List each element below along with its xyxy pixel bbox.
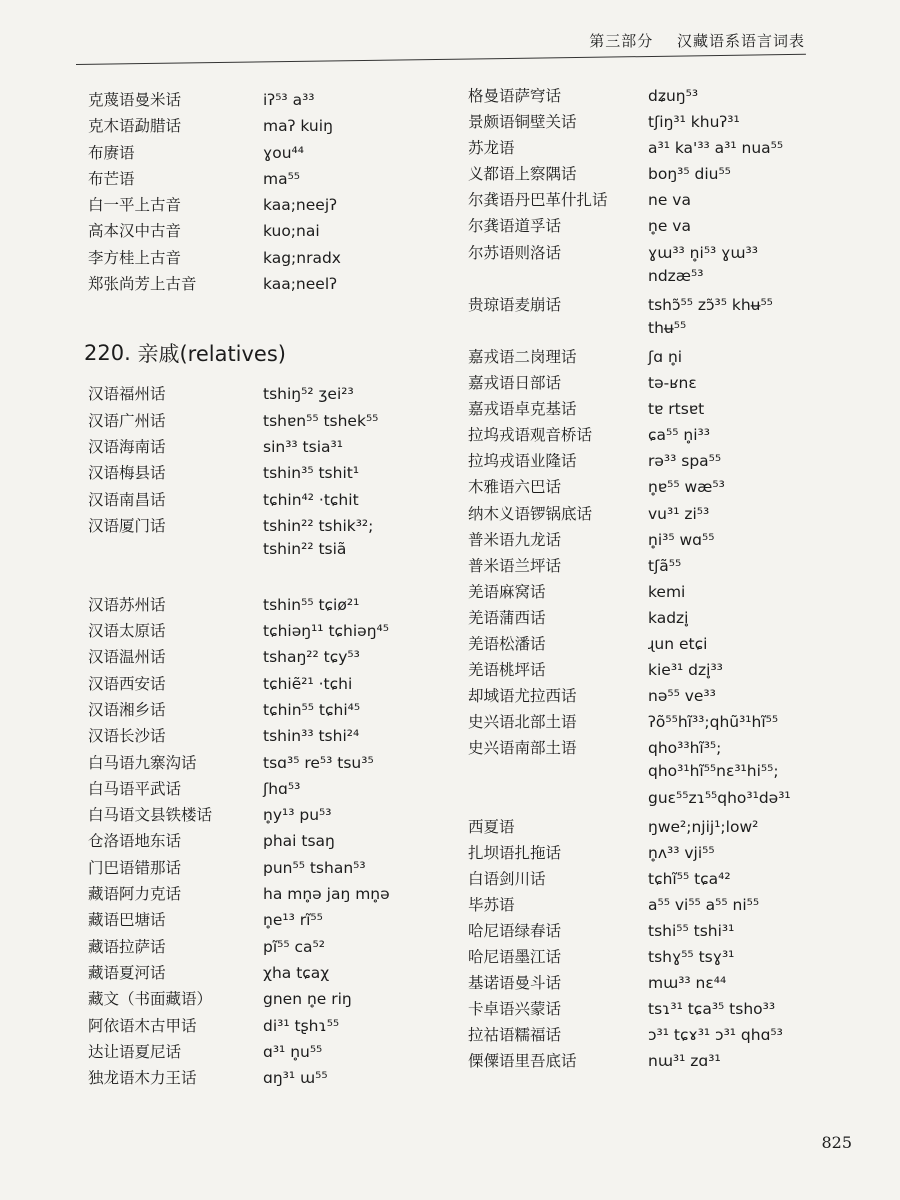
entry-row	[468, 815, 868, 841]
entry-row	[468, 893, 868, 919]
word-form: sin³³ tsia³¹	[263, 437, 343, 456]
word-form: ɣou⁴⁴	[263, 143, 304, 162]
entry-row	[88, 698, 458, 724]
entry-row	[88, 777, 458, 803]
entry-row	[88, 803, 458, 829]
word-form: ɔ³¹ tɕɤ³¹ ɔ³¹ qhɑ⁵³	[648, 1026, 783, 1045]
language-name: 嘉戎语日部话	[468, 374, 562, 393]
word-form: n̥ʌ³³ vji⁵⁵	[648, 843, 715, 862]
word-form: tshi⁵⁵ tshi³¹	[648, 922, 735, 940]
entry-row	[468, 397, 868, 423]
language-name: 拉祜语糯福话	[468, 1026, 562, 1045]
word-form: tshaŋ²² tɕy⁵³	[263, 648, 360, 667]
entry-row	[88, 619, 458, 645]
entry-row	[88, 935, 458, 961]
entry-row	[468, 580, 868, 606]
entry-row	[468, 684, 868, 710]
language-name: 羌语桃坪话	[468, 661, 546, 680]
word-form: tshin²² tshik³²;	[263, 516, 374, 535]
entry-row	[88, 593, 458, 619]
entry-row	[88, 1040, 458, 1066]
language-name: 李方桂上古音	[88, 248, 182, 267]
language-name: 白马语九寨沟话	[88, 753, 197, 772]
header-title: 汉藏语系语言词表	[676, 32, 805, 50]
entry-row	[88, 1014, 458, 1040]
entry-row	[468, 371, 868, 397]
entry-row	[468, 136, 868, 162]
entry-row	[468, 997, 868, 1023]
section-heading	[84, 324, 458, 382]
entry-row	[88, 88, 458, 114]
language-name: 羌语蒲西话	[468, 608, 546, 627]
entry-row	[88, 829, 458, 855]
language-name: 汉语广州话	[88, 411, 166, 430]
language-name: 毕苏语	[468, 895, 515, 914]
word-form: tɕhiəŋ¹¹ tɕhiəŋ⁴⁵	[263, 622, 389, 641]
language-name: 白马语平武话	[88, 779, 182, 798]
word-form: ɑŋ³¹ ɯ⁵⁵	[263, 1069, 328, 1088]
header-part: 第三部分	[589, 32, 654, 50]
language-name: 义都语上察隅话	[468, 165, 577, 184]
word-form: guɛ⁵⁵zɿ⁵⁵qho³¹də³¹	[648, 788, 791, 807]
entry-row	[88, 961, 458, 987]
left-column	[84, 88, 458, 1092]
language-name: 门巴语错那话	[88, 858, 182, 877]
language-name: 高本汉中古音	[88, 222, 182, 241]
entry-row	[468, 867, 868, 893]
language-name: 汉语海南话	[88, 437, 166, 456]
entry-row	[88, 856, 458, 882]
entry-row	[88, 382, 458, 408]
language-name: 史兴语北部土语	[468, 713, 577, 732]
word-form: n̥e va	[648, 217, 691, 236]
word-form: n̥y¹³ pu⁵³	[263, 806, 332, 825]
word-form: kuo;nai	[263, 222, 320, 241]
entry-row	[468, 606, 868, 632]
word-form: qho³¹hĩ⁵⁵nɛ³¹hi⁵⁵;	[648, 762, 779, 781]
language-name: 汉语苏州话	[88, 595, 166, 614]
left-top-entries	[88, 88, 458, 298]
language-name: 藏语阿力克话	[88, 885, 182, 904]
language-name: 扎坝语扎拖话	[468, 843, 562, 862]
language-name: 羌语麻窝话	[468, 582, 546, 601]
language-name: 汉语南昌话	[88, 490, 166, 509]
language-name: 贵琼语麦崩话	[468, 295, 562, 314]
header-rule	[76, 54, 806, 65]
entry-row	[468, 710, 868, 736]
entry-row	[468, 162, 868, 188]
word-form: kaa;neejʔ	[263, 196, 338, 215]
entry-row	[88, 751, 458, 777]
word-form: maʔ kuiŋ	[263, 117, 333, 136]
word-form: gnen n̥e riŋ	[263, 990, 352, 1009]
word-form: tʃã⁵⁵	[648, 556, 682, 575]
language-name: 藏语夏河话	[88, 963, 166, 982]
language-name: 却域语尤拉西话	[468, 687, 577, 706]
word-form: pĩ⁵⁵ ca⁵²	[263, 937, 325, 956]
language-name: 哈尼语绿春话	[468, 922, 562, 940]
entry-row	[468, 528, 868, 554]
entry-row	[468, 449, 868, 475]
language-name: 达让语夏尼话	[88, 1042, 182, 1061]
language-name: 尔龚语丹巴革什扎话	[468, 191, 608, 210]
word-form: mɯ³³ nɛ⁴⁴	[648, 974, 727, 993]
word-form: tshɔ̃⁵⁵ zɔ̃³⁵ khʉ⁵⁵	[648, 295, 773, 314]
language-name: 汉语太原话	[88, 622, 166, 641]
language-name: 汉语厦门话	[88, 516, 166, 535]
left-main-entries	[88, 382, 458, 1092]
language-name: 景颇语铜壁关话	[468, 113, 577, 132]
entry-row	[468, 632, 868, 658]
language-name: 拉坞戎语观音桥话	[468, 426, 593, 445]
language-name: 汉语福州话	[88, 385, 166, 404]
word-form: χha tɕaχ	[263, 963, 330, 982]
language-name: 藏语巴塘话	[88, 911, 166, 930]
word-form: tshin²² tsiã	[263, 540, 347, 559]
entry-row	[88, 672, 458, 698]
entry-row	[88, 461, 458, 487]
language-name: 汉语西安话	[88, 674, 166, 693]
word-form: ʃɑ n̥i	[648, 347, 683, 366]
language-name: 基诺语曼斗话	[468, 974, 562, 993]
word-form: tɕhĩ⁵⁵ tɕa⁴²	[648, 869, 731, 888]
word-form: tshin⁵⁵ tɕiø²¹	[263, 595, 360, 614]
entry-row	[468, 554, 868, 580]
word-form: tɕhin⁴² ·tɕhit	[263, 490, 359, 509]
language-name: 普米语兰坪话	[468, 556, 562, 575]
word-form: ʃhɑ⁵³	[263, 779, 301, 798]
language-name: 卡卓语兴蒙话	[468, 1000, 562, 1019]
word-form: ŋwe²;njij¹;low²	[648, 817, 759, 836]
word-form: nə⁵⁵ ve³³	[648, 687, 716, 706]
language-name: 仓洛语地东话	[88, 832, 182, 851]
language-name: 克蔑语曼米话	[88, 91, 182, 109]
section-number: 220.	[84, 341, 131, 366]
word-form: tshiŋ⁵² ʒei²³	[263, 385, 354, 404]
word-form: iʔ⁵³ a³³	[263, 91, 315, 109]
entry-row	[468, 919, 868, 945]
entry-row	[88, 141, 458, 167]
entry-row	[88, 987, 458, 1013]
word-form: n̥e¹³ rĩ⁵⁵	[263, 911, 323, 930]
word-form: ɻun etɕi	[648, 634, 708, 653]
language-name: 史兴语南部土语	[468, 739, 577, 758]
entry-row	[468, 214, 868, 240]
language-name: 普米语九龙话	[468, 530, 562, 549]
language-name: 独龙语木力王话	[88, 1069, 197, 1088]
word-form: tsɿ³¹ tɕa³⁵ tsho³³	[648, 1000, 776, 1019]
word-form: vu³¹ zi⁵³	[648, 504, 710, 523]
entry-row	[468, 345, 868, 371]
entry-row	[468, 789, 868, 815]
entry-row	[88, 566, 458, 592]
language-name: 布芒语	[88, 169, 135, 188]
language-name: 嘉戎语二岗理话	[468, 347, 577, 366]
language-name: 汉语长沙话	[88, 727, 166, 746]
word-form: kag;nradx	[263, 248, 341, 267]
right-column	[468, 84, 868, 1076]
entry-row	[468, 971, 868, 997]
word-form: ɕa⁵⁵ n̥i³³	[648, 426, 710, 445]
entry-row	[468, 267, 868, 293]
language-name: 嘉戎语卓克基话	[468, 400, 577, 419]
word-form: kaa;neelʔ	[263, 275, 338, 294]
entry-row	[88, 514, 458, 540]
language-name: 布赓语	[88, 143, 135, 162]
language-name: 郑张尚芳上古音	[88, 275, 197, 294]
entry-row	[468, 475, 868, 501]
entry-row	[88, 114, 458, 140]
word-form: boŋ³⁵ diu⁵⁵	[648, 165, 731, 184]
language-name: 白一平上古音	[88, 196, 182, 215]
word-form: tɐ rtsɐt	[648, 400, 705, 419]
word-form: tshɣ⁵⁵ tsɣ³¹	[648, 948, 735, 967]
word-form: ɑ³¹ n̥u⁵⁵	[263, 1042, 323, 1061]
language-name: 白马语文县铁楼话	[88, 806, 213, 825]
language-name: 木雅语六巴话	[468, 478, 562, 497]
language-name: 藏语拉萨话	[88, 937, 166, 956]
language-name: 藏文（书面藏语）	[88, 990, 213, 1009]
word-form: ndzæ⁵³	[648, 266, 704, 285]
word-form: tɕhin⁵⁵ tɕhi⁴⁵	[263, 700, 361, 719]
entry-row	[88, 246, 458, 272]
entry-row	[88, 219, 458, 245]
word-form: ʔõ⁵⁵hĩ³³;qhũ³¹hĩ⁵⁵	[648, 713, 779, 732]
word-form: kadzi̥	[648, 608, 689, 627]
entry-row	[88, 272, 458, 298]
word-form: dʑuŋ⁵³	[648, 87, 699, 105]
entry-row	[88, 488, 458, 514]
section-gap	[88, 298, 458, 324]
entry-row	[468, 293, 868, 319]
entry-row	[468, 319, 868, 345]
word-form: tə-ʁnɛ	[648, 374, 697, 393]
entry-row	[468, 188, 868, 214]
right-entries	[468, 84, 868, 1076]
word-form: ma⁵⁵	[263, 169, 301, 188]
language-name: 格曼语萨穹话	[468, 87, 562, 105]
word-form: qho³³hĩ³⁵;	[648, 739, 722, 758]
entry-row	[88, 435, 458, 461]
language-name: 拉坞戎语业隆话	[468, 452, 577, 471]
entry-row	[88, 645, 458, 671]
entry-row	[468, 1023, 868, 1049]
word-form: tsɑ³⁵ re⁵³ tsu³⁵	[263, 753, 374, 772]
word-form: a⁵⁵ vi⁵⁵ a⁵⁵ ni⁵⁵	[648, 895, 760, 914]
word-form: tshɐn⁵⁵ tshek⁵⁵	[263, 411, 379, 430]
word-form: kie³¹ dzi̥³³	[648, 661, 723, 680]
language-name: 苏龙语	[468, 139, 515, 158]
entry-row	[88, 882, 458, 908]
entry-row	[88, 409, 458, 435]
word-form: n̥ɐ⁵⁵ wæ⁵³	[648, 478, 725, 497]
entry-row	[468, 736, 868, 762]
language-name: 纳木义语锣锅底话	[468, 504, 593, 523]
language-name: 白语剑川话	[468, 869, 546, 888]
entry-row	[468, 110, 868, 136]
language-name: 西夏语	[468, 817, 515, 836]
word-form: tʃiŋ³¹ khuʔ³¹	[648, 113, 740, 132]
word-form: a³¹ ka'³³ a³¹ nua⁵⁵	[648, 139, 784, 158]
word-form: ɣɯ³³ n̥i⁵³ ɣɯ³³	[648, 243, 758, 262]
entry-row	[468, 241, 868, 267]
language-name: 哈尼语墨江话	[468, 948, 562, 967]
language-name: 羌语松潘话	[468, 634, 546, 653]
language-name: 汉语湘乡话	[88, 700, 166, 719]
word-form: n̥i³⁵ wɑ⁵⁵	[648, 530, 715, 549]
word-form: pun⁵⁵ tshan⁵³	[263, 858, 366, 877]
word-form: di³¹ tʂhɿ⁵⁵	[263, 1016, 340, 1035]
language-name: 尔苏语则洛话	[468, 243, 562, 262]
running-header	[589, 30, 805, 51]
entry-row	[88, 908, 458, 934]
entry-row	[468, 502, 868, 528]
entry-row	[88, 1066, 458, 1092]
entry-row	[468, 945, 868, 971]
entry-row	[468, 762, 868, 788]
entry-row	[468, 658, 868, 684]
word-form: ha mn̥ə jaŋ mn̥ə	[263, 885, 390, 904]
word-form: tshin³⁵ tshit¹	[263, 464, 360, 483]
entry-row	[468, 1049, 868, 1075]
entry-row	[468, 84, 868, 110]
word-form: kemi	[648, 582, 686, 601]
word-form: phai tsaŋ	[263, 832, 335, 851]
language-name: 阿依语木古甲话	[88, 1016, 197, 1035]
word-form: nɯ³¹ zɑ³¹	[648, 1052, 721, 1071]
page-number: 825	[821, 1133, 852, 1152]
entry-row	[88, 724, 458, 750]
word-form: ne va	[648, 191, 691, 210]
language-name: 汉语梅县话	[88, 464, 166, 483]
word-form: thʉ⁵⁵	[648, 318, 687, 337]
language-name: 傈僳语里吾底话	[468, 1052, 577, 1071]
language-name: 克木语勐腊话	[88, 117, 182, 136]
entry-row	[88, 540, 458, 566]
entry-row	[468, 841, 868, 867]
word-form: rə³³ spa⁵⁵	[648, 452, 722, 471]
language-name: 尔龚语道孚话	[468, 217, 562, 236]
section-title: 亲戚(relatives)	[137, 342, 286, 367]
entry-row	[88, 167, 458, 193]
entry-row	[468, 423, 868, 449]
entry-row	[88, 193, 458, 219]
language-name: 汉语温州话	[88, 648, 166, 667]
word-form: tɕhiẽ²¹ ·tɕhi	[263, 674, 353, 693]
word-form: tshin³³ tshi²⁴	[263, 727, 360, 746]
